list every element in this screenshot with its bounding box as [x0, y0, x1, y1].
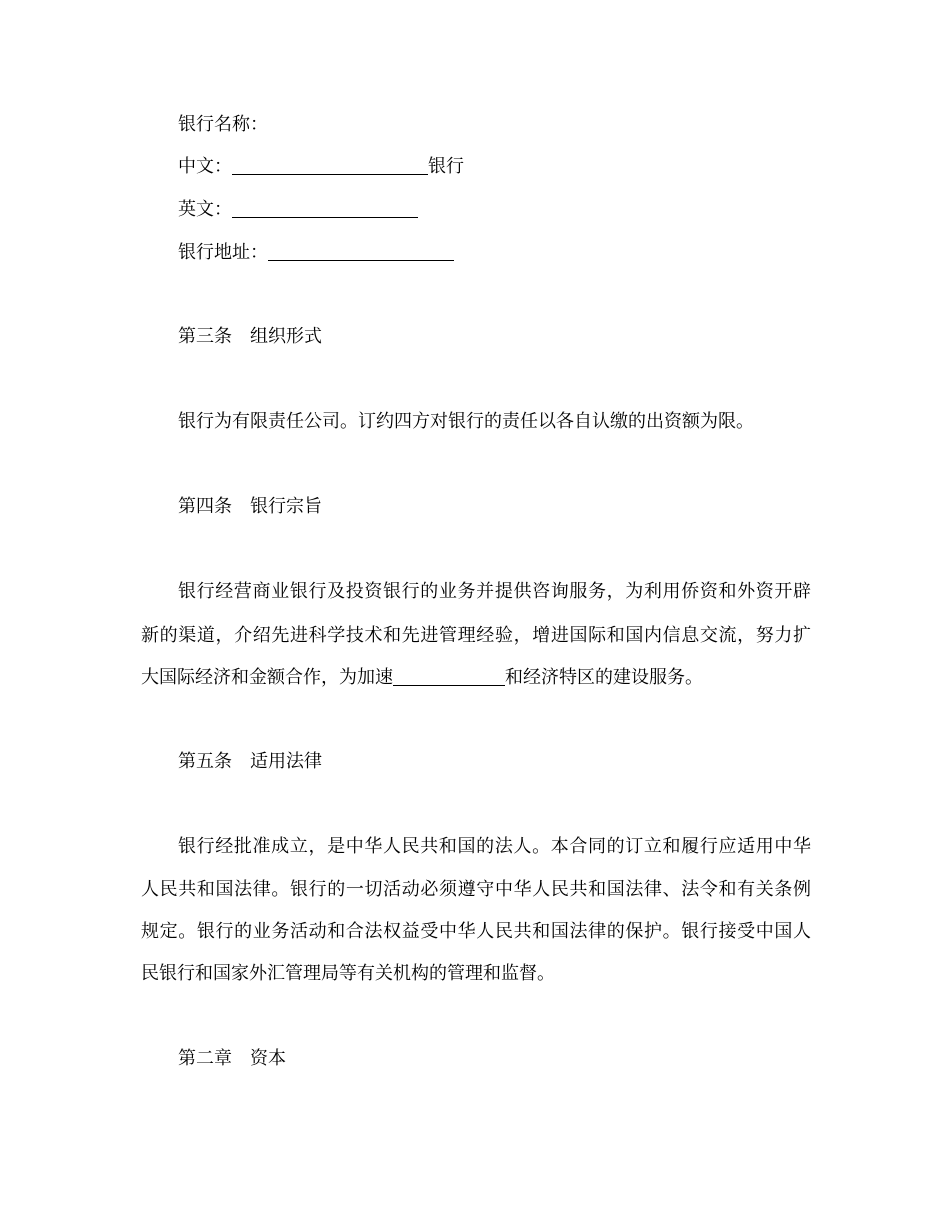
article4-title: 银行宗旨 — [250, 496, 322, 517]
bank-name-label: 银行名称： — [178, 114, 268, 135]
english-name-label: 英文： — [178, 199, 232, 220]
english-name-blank[interactable] — [232, 199, 418, 218]
chapter2-title: 资本 — [250, 1048, 286, 1069]
article4-line-1: 银行经营商业银行及投资银行的业务并提供咨询服务，为利用侨资和外资开辟 — [178, 581, 811, 602]
article3-heading — [178, 325, 322, 349]
chinese-name-blank[interactable] — [232, 156, 428, 175]
chinese-name-label: 中文： — [178, 156, 232, 177]
article4-number: 第四条 — [178, 496, 232, 517]
article3-number: 第三条 — [178, 326, 232, 347]
article5-line-1: 银行经批准成立，是中华人民共和国的法人。本合同的订立和履行应适用中华 — [178, 836, 811, 857]
article5-line-2: 人民共和国法律。银行的一切活动必须遵守中华人民共和国法律、法令和有关条例 — [141, 879, 811, 900]
article5-title: 适用法律 — [250, 751, 322, 772]
article4-line-3-prefix: 大国际经济和金额合作，为加速 — [141, 667, 393, 688]
bank-address-label: 银行地址： — [178, 242, 268, 263]
article5-heading — [178, 750, 322, 774]
article4-line-3 — [141, 666, 811, 690]
article5-line-3: 规定。银行的业务活动和合法权益受中华人民共和国法律的保护。银行接受中国人 — [141, 921, 811, 942]
article5-number: 第五条 — [178, 751, 232, 772]
bank-address-row — [178, 241, 454, 265]
article4-line-3-suffix: 和经济特区的建设服务。 — [505, 667, 703, 688]
article5-line-4: 民银行和国家外汇管理局等有关机构的管理和监督。 — [141, 963, 555, 984]
article3-title: 组织形式 — [250, 326, 322, 347]
bank-address-blank[interactable] — [268, 242, 454, 261]
article3-body: 银行为有限责任公司。订约四方对银行的责任以各自认缴的出资额为限。 — [178, 411, 754, 432]
article4-heading — [178, 495, 322, 519]
article4-line-2: 新的渠道，介绍先进科学技术和先进管理经验，增进国际和国内信息交流，努力扩 — [141, 625, 811, 646]
chinese-name-row — [178, 155, 464, 179]
article4-region-blank[interactable] — [393, 667, 505, 686]
english-name-row — [178, 198, 418, 222]
chinese-name-suffix: 银行 — [428, 156, 464, 177]
chapter2-number: 第二章 — [178, 1048, 232, 1069]
chapter2-heading — [178, 1047, 286, 1071]
